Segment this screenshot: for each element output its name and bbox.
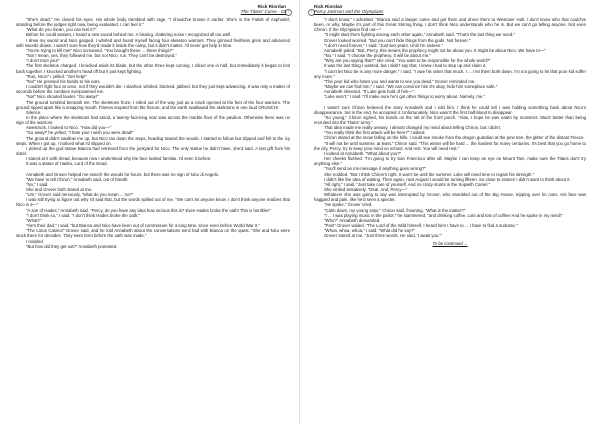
paragraph: "I don't know," I admitted. "Bianca said a lawyer came and got them and drove them to Westover Hall. I don't know who that could've been, or why. Maybe it's part of this Great Stirring thing. I don't think Nico understands who he is. But we can't go telling anyone. Not even Chiron. If the Olympians find out—" — [314, 17, 586, 33]
paragraph: I drew my sword and Nico gasped. I whirled and found myself facing four skeleton warriors. They grinned fleshless grins and advanced with swords drawn. I wasn't sure how they'd made it inside the camp, but it didn't matter. I'd never get help in time. — [16, 37, 290, 48]
paragraph: "We have to tell Chiron," Annabeth said, out of breath. — [26, 176, 129, 182]
paragraph: "He spoke," Grover cried. — [324, 202, 373, 208]
paragraph: The ground didn't swallow me up, but Nico ran down the steps, heading toward the woods. I started to follow but slipped and fell to the icy steps. When I got up, I noticed what I'd slipped on. — [16, 135, 290, 146]
paragraph: "Run, Nico!" I yelled. "Get help!" — [26, 73, 87, 79]
paragraph: "You really think the first attack will be here?" I asked. — [324, 130, 426, 136]
paragraph: "What do you mean, you can feel it?" — [26, 27, 97, 33]
paragraph: "Maybe we can find him," I said. "We can convince him it's okay, hide him someplace safe." — [324, 84, 498, 90]
page-flip-icon[interactable]: ‹ — [285, 9, 292, 16]
paragraph: The first skeleton charged. I knocked aside its blade, but the other three kept coming. I sliced one in half, but immediately it began to knit back together. I knocked another's head off but it just kept fighting. — [16, 63, 290, 74]
paragraph: She and Grover both stared at me. — [26, 187, 93, 192]
paragraph: "It might start them fighting among each other again," Annabeth said. "That's the last thing we need." — [324, 32, 515, 38]
paragraph: It was a statue of Hades, Lord of the Dead. — [26, 161, 108, 167]
paragraph: "Who?" Annabeth demanded. — [324, 217, 381, 223]
paragraph: "Go away!" he yelled. "I hate you! I wish you were dead!" — [26, 130, 134, 136]
paragraph: The ground rumbled beneath me. The skeletons froze. I rolled out of the way just as a crack opened at the feet of the four warriors. The ground ripped apart like a snapping mouth. Flames erupted from the fissure, and the earth swallowed the skeletons in one loud CRUNCH! — [16, 99, 290, 110]
paragraph: Grover stared at me. "Just three words. He said, 'I await you.'" — [324, 233, 442, 239]
paragraph: I wasn't sure Chiron believed the story Annabeth and I told him. I think he could tell I was holding something back about Nico's disappearance, but in the end, he accepted it. Unfortunately, Nico wasn't the first half-blood to disappear. — [314, 104, 586, 115]
paragraph: Annabeth paled. "But, Percy, this means the prophecy might not be about you. It might be about Nico. We have to—" — [324, 47, 546, 53]
paragraph: "Whoa, whoa, whoa," I said. "What did he say?" — [324, 228, 415, 234]
header-work-title: The Titans' Curse - 03 — [240, 9, 286, 14]
paragraph: Annabeth shivered. "If Luke gets hold of him—" — [324, 89, 414, 95]
paragraph: Awestruck, I looked to Nico. "How did you—" — [26, 125, 112, 131]
right-page-header — [314, 4, 383, 14]
paragraph: I looked at Annabeth. "What about you?" — [324, 150, 402, 156]
paragraph: "I don't trust you!" — [26, 58, 60, 64]
paragraph: "No!" He pressed his hands to his ears. — [26, 78, 101, 84]
paragraph: "Um," Grover said nervously, "what do you mean ... no?" — [26, 192, 134, 198]
paragraph: She smiled tentatively. "Deal. And, Percy—" — [324, 187, 408, 192]
page-flip-icon[interactable]: › — [308, 9, 315, 16]
paragraph: "I don't think so," I said. "I don't think Hades broke the oath." — [26, 212, 141, 218]
paragraph: "But how did they get out?" Annabeth protested. — [26, 243, 118, 249]
paragraph: "A son of Hades," Annabeth said. "Percy, do you have any idea how serious this is? Even Hades broke the oath! This is horrible!" — [26, 207, 271, 213]
left-page-header — [241, 4, 286, 14]
paragraph: "No!" Nico shouted louder. "Go away!" — [26, 94, 99, 100]
paragraph: "You're trying to kill me!" Nico screamed. "You brought these ... these things?" — [26, 47, 174, 53]
paragraph: "I ... I was playing music in the parlor," he stammered, "and drinking coffee. Lots and lots of coffee! And he spoke in my mind!" — [324, 212, 563, 218]
paragraph: "Why are you saying that?" she cried. "You want to be responsible for the whole world?" — [324, 58, 491, 64]
paragraph: Before he could answer, I heard a new sound behind me. A hissing, clattering noise I recognized all too well. — [26, 32, 232, 38]
paragraph: In the place where the skeletons had stood, a twenty-foot-long scar was across the marble floor of the pavilion. Otherwise there was no sign of the warriors. — [16, 114, 290, 126]
paragraph: Silence. — [26, 109, 42, 115]
paragraph: "It will not be until summer, at least," Chiron said. "This winter will be hard ... the hardest for many centuries. It's best that you go home to the city, Percy, try to keep your mind on school. And rest. You will need rest." — [314, 140, 586, 151]
paragraph: "No! I mean, yes, they followed me, but no! Nico, run. They can't be destroyed." — [26, 53, 177, 59]
paragraph: "I don't need forever," I said. "Just two years. Until I'm sixteen." — [324, 42, 444, 48]
paragraph: "I can't let Nico be in any more danger," I said. "I owe his sister that much. I ... I let them both down. I'm not going to let that poor kid suffer any more." — [314, 68, 586, 79]
paragraph: "He's their dad," I said, "but Bianca and Nico have been out of commission for a long time, since even before World War II." — [26, 223, 260, 229]
paragraph: "So young," Chiron sighed, his hands on the rail of the front porch. "Alas, I hope he was eaten by monsters. Much better than being recruited into the Titans' army." — [314, 114, 586, 125]
paragraph: "She's dead." He closed his eyes. His whole body trembled with rage. "I should've known it earlier. She's in the Fields of Asphodel, standing before the judges right now, being evaluated. I can feel it." — [16, 17, 290, 28]
paragraph: Her cheeks flushed. "I'm going to try San Francisco after all. Maybe I can keep an eye on Mount Tam, make sure the Titans don't try anything else." — [314, 156, 586, 167]
paragraph: "No," I said. — [26, 181, 49, 187]
header-author: Rick Riordan — [257, 4, 286, 9]
paragraph: I couldn't fight four at once, not if they wouldn't die. I slashed, whirled, blocked, jabbed, but they just kept advancing. It was only a matter of seconds before the zombies overpowered me. — [16, 84, 290, 95]
paragraph: "Luke won't," I said. "I'll make sure he's got other things to worry about. Namely, me." — [324, 94, 486, 100]
paragraph: I didn't like the idea of waiting. Then again, next August I would be turning fifteen. So close to sixteen I didn't want to think about it. — [324, 176, 571, 182]
paragraph: It was the last thing I wanted, but I didn't say that. I knew I had to step up and claim it. — [324, 63, 487, 69]
paragraph: Grover looked worried. "But you can't hide things from the gods. Not forever." — [324, 37, 471, 43]
header-work-title: Percy Jackson and the Olympians — [314, 9, 384, 14]
paragraph: Whatever she was going to say was interrupted by Grover, who stumbled out of the Big House, tripping over tin cans. His face was haggard and pale, like he'd seen a specter. — [314, 192, 586, 203]
paragraph: "You'll send an Iris-message if anything goes wrong?" — [324, 166, 426, 172]
paragraph: I was still trying to figure out why I'd said that, but the words spilled out of me. "We can't let anyone know. I don't think anyone realizes that Nico is a—" — [16, 197, 290, 208]
paragraph: She nodded. "But I think Chiron's right. It won't be until the summer. Luke will need time to regain his strength." — [324, 171, 535, 177]
paragraph: "Calm down, my young satyr," Chiron said, frowning. "What is the matter?" — [324, 207, 466, 213]
paragraph: I nodded. — [26, 238, 44, 244]
left-page-body — [16, 17, 290, 420]
right-page-body — [314, 17, 586, 420]
paragraph: "All right," I said. "Just take care of yourself. And no crazy stunts in the Sopwith Camel." — [324, 181, 491, 187]
paragraph: "What?" — [26, 217, 42, 223]
paragraph: "Pan!" Grover wailed. "The Lord of the Wild himself. I heard him! I have to ... I have to find a suitcase." — [324, 223, 518, 229]
paragraph: I picked up the god statue Bianca had retrieved from the junkyard for Nico. The only statue he didn't have, she'd said. A last gift from his sister. — [16, 145, 290, 157]
paragraph: That idea made me really uneasy. I almost changed my mind about telling Chiron, but I didn't. — [324, 125, 502, 131]
to-be-continued: To be continued ... — [432, 240, 468, 246]
paragraph: "The poor kid who hates you and wants to see you dead," Grover reminded me. — [324, 78, 476, 84]
header-author: Rick Riordan — [314, 4, 343, 9]
paragraph: "The Lotus Casino!" Grover said, and he told Annabeth about the conversations we'd had with Bianca on the quest. "She and Nico were stuck there for decades. They were born before the oath was made." — [16, 228, 290, 239]
paragraph: I stared at it with dread, because now I understood why the face looked familiar. I'd seen it before. — [26, 156, 212, 162]
paragraph: "No," I said. "I choose the prophecy. It will be about me." — [324, 53, 431, 59]
paragraph: Chiron stared at the snow falling on the hills. I could see smoke from the dragon guardian at the pine tree, the glitter of the distant Fleece. — [324, 135, 585, 141]
right-page — [300, 0, 600, 424]
paragraph: Annabeth and Grover helped me search the woods for hours, but there was no sign of Nico di Angelo. — [26, 171, 220, 177]
